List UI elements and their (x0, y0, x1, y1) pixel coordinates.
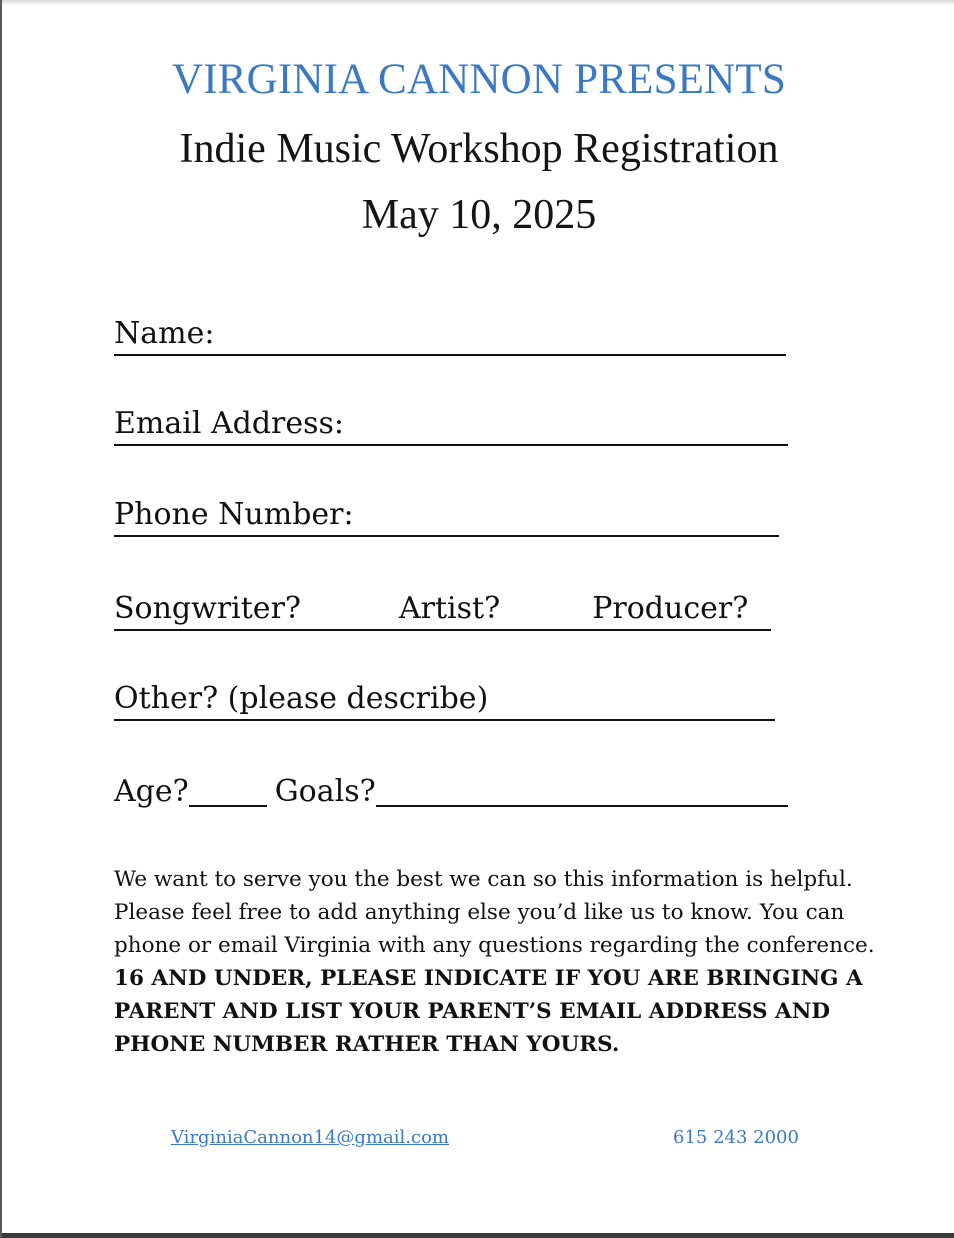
event-date: May 10, 2025 (361, 192, 597, 238)
info-line: Please feel free to add anything else you’d like us to know. You can (114, 900, 845, 925)
age-input-line[interactable] (189, 775, 267, 807)
other-label: Other? (please describe) (114, 681, 489, 716)
goals-input-line[interactable] (376, 775, 788, 807)
info-paragraph (114, 863, 875, 1061)
minor-notice-line: 16 AND UNDER, PLEASE INDICATE IF YOU ARE BRINGING A (114, 966, 863, 991)
minor-notice-line: PARENT AND LIST YOUR PARENT’S EMAIL ADDRESS AND (114, 999, 830, 1024)
phone-field[interactable] (114, 497, 779, 537)
goals-label: Goals? (274, 774, 376, 809)
event-title: Indie Music Workshop Registration (179, 126, 779, 172)
other-field[interactable] (114, 681, 775, 721)
email-field[interactable] (114, 406, 788, 446)
info-line: phone or email Virginia with any questions regarding the conference. (114, 933, 875, 958)
info-line: We want to serve you the best we can so this information is helpful. (114, 867, 853, 892)
age-label: Age? (114, 774, 189, 809)
page-bottom-edge (2, 1233, 954, 1238)
role-field[interactable] (114, 591, 771, 631)
name-field[interactable] (114, 316, 786, 356)
contact-email-link[interactable]: VirginiaCannon14@gmail.com (171, 1127, 449, 1148)
producer-option[interactable]: Producer? (592, 591, 749, 626)
songwriter-option[interactable]: Songwriter? (114, 591, 301, 626)
age-goals-row (114, 772, 788, 812)
contact-phone: 615 243 2000 (673, 1127, 799, 1148)
email-label: Email Address: (114, 406, 345, 441)
page-top-shadow (2, 0, 954, 6)
phone-label: Phone Number: (114, 497, 354, 532)
artist-option[interactable]: Artist? (399, 591, 501, 626)
presenter-heading: VIRGINIA CANNON PRESENTS (171, 56, 786, 103)
name-label: Name: (114, 316, 215, 351)
minor-notice-line: PHONE NUMBER RATHER THAN YOURS. (114, 1032, 620, 1057)
